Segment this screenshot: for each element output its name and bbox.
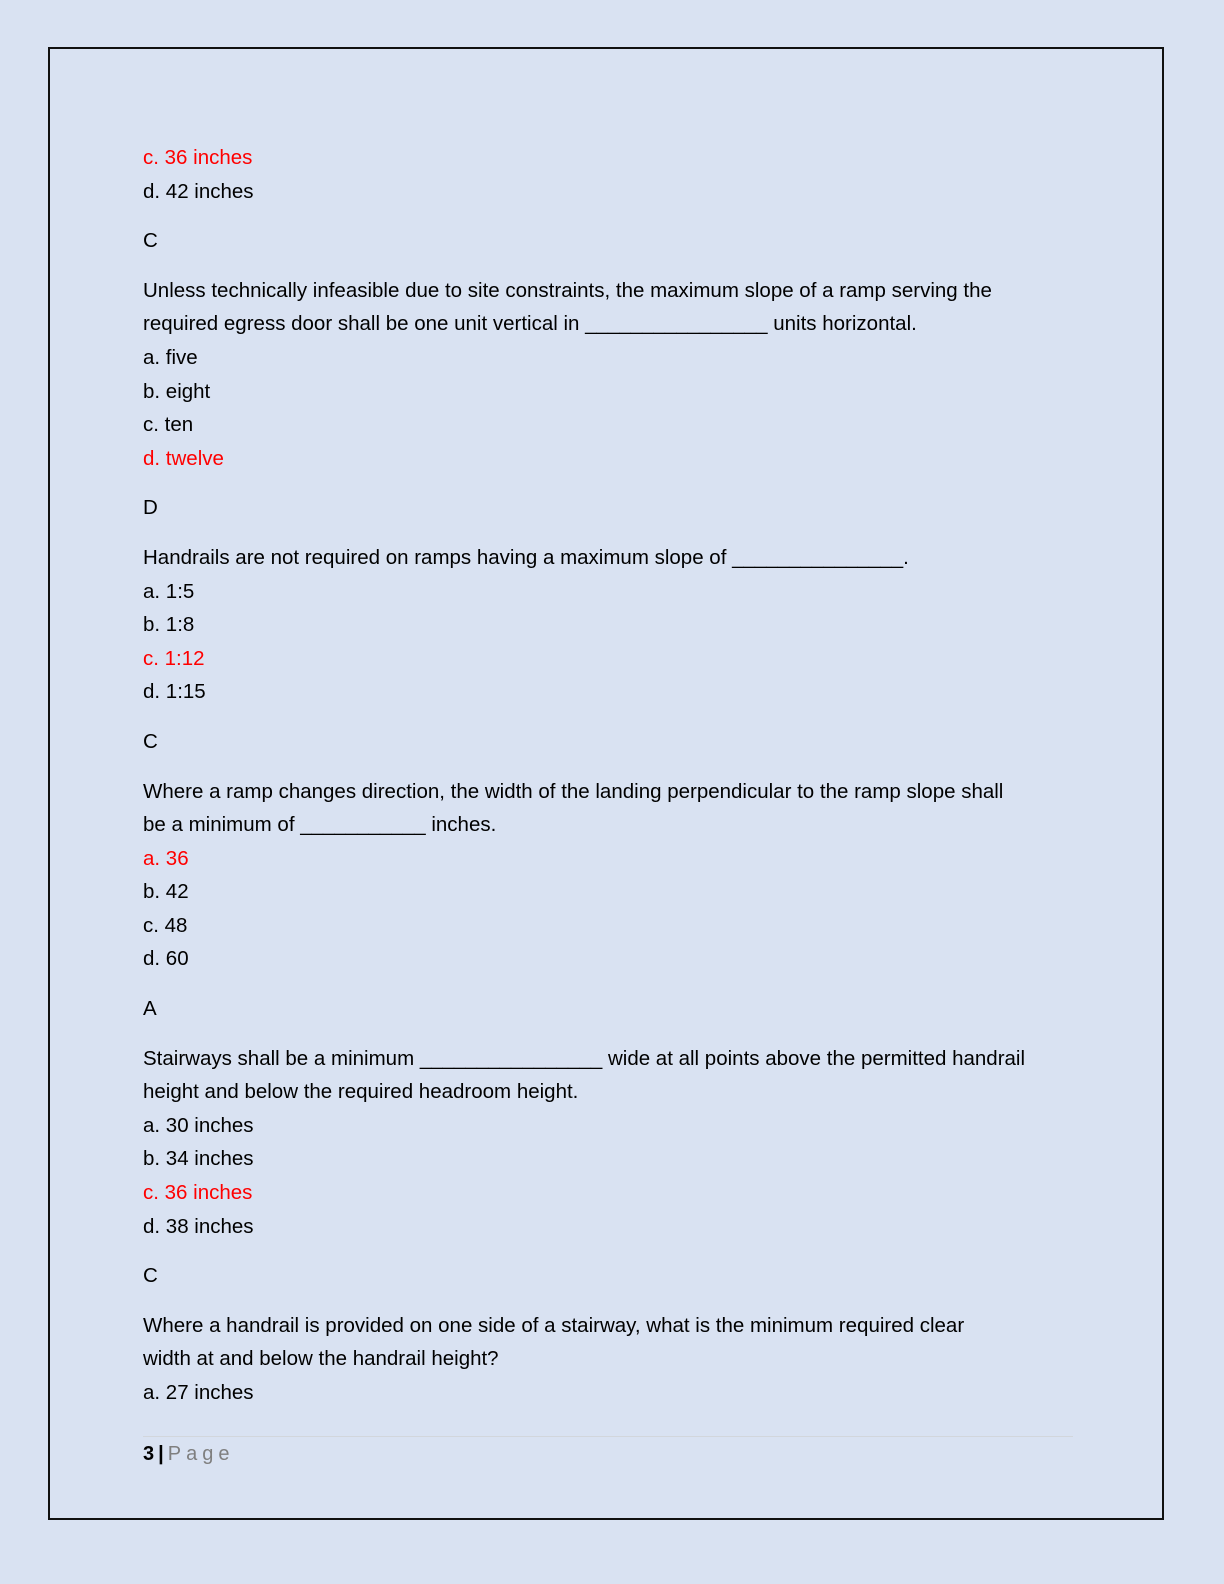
page-number: 3 bbox=[143, 1443, 155, 1465]
answer-key: A bbox=[143, 997, 157, 1021]
option: d. 1:15 bbox=[143, 680, 206, 704]
question-line: required egress door shall be one unit vertical in ________________ units horizontal. bbox=[143, 312, 917, 336]
option-correct: c. 36 inches bbox=[143, 1181, 253, 1205]
question-line: width at and below the handrail height? bbox=[143, 1347, 499, 1371]
option: a. 1:5 bbox=[143, 579, 195, 603]
question-block bbox=[143, 274, 1083, 525]
answer-key: D bbox=[143, 496, 158, 520]
question-block bbox=[143, 541, 1083, 759]
question-continuation bbox=[143, 141, 1083, 258]
question-line: Unless technically infeasible due to site constraints, the maximum slope of a ramp serving the bbox=[143, 278, 992, 302]
option: a. 30 inches bbox=[143, 1113, 254, 1137]
option: d. 60 bbox=[143, 947, 189, 971]
footer-separator: | bbox=[158, 1443, 164, 1465]
option: b. 42 bbox=[143, 880, 189, 904]
option: b. 1:8 bbox=[143, 613, 195, 637]
answer-key: C bbox=[143, 729, 158, 753]
option: a. five bbox=[143, 345, 198, 369]
question-text bbox=[143, 541, 1083, 575]
option-correct: d. twelve bbox=[143, 446, 224, 470]
question-line: Stairways shall be a minimum ________________ wide at all points above the permitted handrail bbox=[143, 1046, 1026, 1070]
option-correct: a. 36 bbox=[143, 846, 189, 870]
page-label: Page bbox=[167, 1443, 235, 1465]
question-text bbox=[143, 1042, 1083, 1109]
document-body bbox=[143, 141, 1083, 1410]
question-block bbox=[143, 775, 1083, 1026]
option: a. 27 inches bbox=[143, 1381, 254, 1404]
question-line: Where a handrail is provided on one side of a stairway, what is the minimum required clear bbox=[143, 1313, 965, 1337]
page-footer bbox=[143, 1436, 1073, 1469]
option: b. eight bbox=[143, 379, 211, 403]
question-line: Where a ramp changes direction, the width of the landing perpendicular to the ramp slope shall bbox=[143, 779, 1004, 803]
answer-key: C bbox=[143, 1264, 158, 1288]
option-correct: c. 36 inches bbox=[143, 146, 253, 169]
option: b. 34 inches bbox=[143, 1147, 254, 1171]
question-line: Handrails are not required on ramps having a maximum slope of _______________. bbox=[143, 545, 909, 569]
option: c. ten bbox=[143, 413, 194, 437]
question-line: be a minimum of ___________ inches. bbox=[143, 813, 497, 837]
question-block bbox=[143, 1042, 1083, 1293]
option: d. 42 inches bbox=[143, 179, 254, 203]
question-text bbox=[143, 775, 1083, 842]
answer-key: C bbox=[143, 229, 158, 253]
option: d. 38 inches bbox=[143, 1214, 254, 1238]
option-correct: c. 1:12 bbox=[143, 646, 205, 670]
question-block bbox=[143, 1309, 1083, 1410]
option: c. 48 bbox=[143, 913, 188, 937]
question-text bbox=[143, 274, 1083, 341]
question-line: height and below the required headroom height. bbox=[143, 1080, 579, 1104]
question-text bbox=[143, 1309, 1083, 1376]
